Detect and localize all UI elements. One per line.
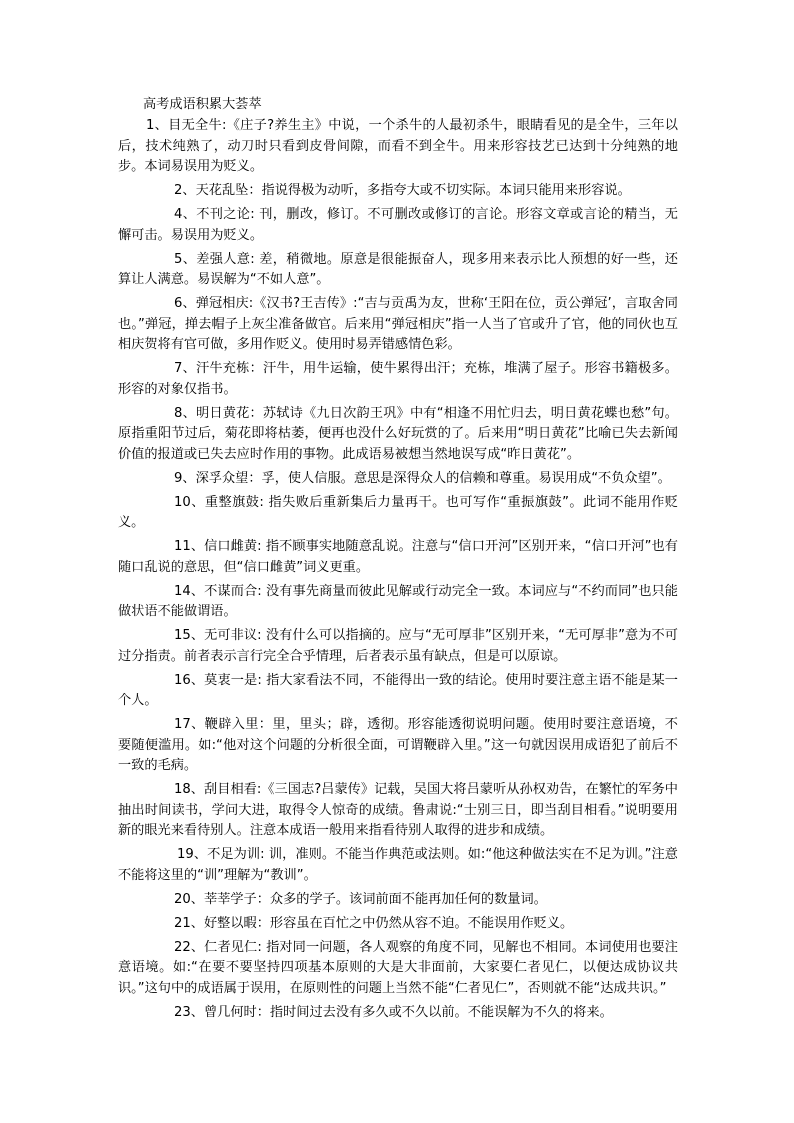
- document-body: [118, 95, 678, 1027]
- idiom-entry-18: 18、刮目相看:《三国志?吕蒙传》记载，吴国大将吕蒙听从孙权劝告，在繁忙的军务中抽出时间读书，学问大进，取得令人惊奇的成绩。鲁肃说:“士别三日，即当刮目相看。”说明要用新的眼光来看待别人。注意本成语一般用来指看待别人取得的进步和成绩。: [118, 782, 678, 838]
- idiom-entry-14: 14、不谋而合: 没有事先商量而彼此见解或行动完全一致。本词应与“不约而同”也只能做状语不能做谓语。: [118, 583, 678, 619]
- idiom-entry-17: 17、鞭辟入里：里，里头；辟，透彻。形容能透彻说明问题。使用时要注意语境，不要随便滥用。如:“他对这个问题的分析很全面，可谓鞭辟入里。”这一句就因误用成语犯了前后不一致的毛病。: [118, 717, 678, 773]
- idiom-entry-21: 21、好整以暇：形容虽在百忙之中仍然从容不迫。不能误用作贬义。: [174, 915, 574, 931]
- idiom-entry-23: 23、曾几何时：指时间过去没有多久或不久以前。不能误解为不久的将来。: [174, 1004, 613, 1020]
- idiom-entry-2: 2、天花乱坠：指说得极为动听，多指夸大或不切实际。本词只能用来形容说。: [174, 183, 631, 198]
- idiom-entry-6: 6、弹冠相庆:《汉书?王吉传》:“吉与贡禹为友，世称‘王阳在位，贡公弹冠’，言取舍同也。”弹冠，掸去帽子上灰尘准备做官。后来用“弹冠相庆”指一人当了官或升了官，他的同伙也互相庆贺将有官可做，多用作贬义。使用时易弄错感情色彩。: [118, 296, 678, 352]
- idiom-entry-16: 16、莫衷一是: 指大家看法不同，不能得出一致的结论。使用时要注意主语不能是某一个人。: [118, 672, 678, 708]
- idiom-entry-9: 9、深孚众望：孚，使人信服。意思是深得众人的信赖和尊重。易误用成“不负众望”。: [174, 470, 671, 486]
- idiom-entry-10: 10、重整旗鼓: 指失败后重新集后力量再干。也可写作“重振旗鼓”。此词不能用作贬义。: [118, 494, 678, 530]
- idiom-entry-20: 20、莘莘学子：众多的学子。该词前面不能再加任何的数量词。: [174, 891, 547, 907]
- idiom-entry-22: 22、仁者见仁: 指对同一问题，各人观察的角度不同，见解也不相同。本词使用也要注意语境。如:“在要不要坚持四项基本原则的大是大非面前，大家要仁者见仁，以便达成协议共识。”这句中的成语属于误用，在原则性的问题上当然不能“仁者见仁”，否则就不能“达成共识。”: [118, 939, 678, 996]
- idiom-entry-8: 8、明日黄花：苏轼诗《九日次韵王巩》中有“相逢不用忙归去，明日黄花蝶也愁”句。原指重阳节过后，菊花即将枯萎，便再也没什么好玩赏的了。后来用“明日黄花”比喻已失去新闻价值的报道或已失去应时作用的事物。此成语易被想当然地误写成“昨日黄花”。: [118, 405, 678, 462]
- document-title: 高考成语积累大荟萃: [143, 97, 262, 112]
- idiom-entry-7: 7、汗牛充栋：汗牛，用牛运输，使牛累得出汗；充栋，堆满了屋子。形容书籍极多。形容的对象仅指书。: [118, 361, 678, 397]
- idiom-entry-4: 4、不刊之论: 刊，删改，修订。不可删改或修订的言论。形容文章或言论的精当，无懈可击。易误用为贬义。: [118, 207, 678, 243]
- idiom-entry-5: 5、差强人意: 差，稍微地。原意是很能振奋人，现多用来表示比人预想的好一些，还算让人满意。易误解为“不如人意”。: [118, 251, 678, 287]
- idiom-entry-19: 19、不足为训: 训，准则。不能当作典范或法则。如:“他这种做法实在不足为训。”注意不能将这里的“训”理解为“教训”。: [118, 847, 678, 883]
- idiom-entry-11: 11、信口雌黄: 指不顾事实地随意乱说。注意与“信口开河”区别开来，“信口开河”也有随口乱说的意思，但“信口雌黄”词义更重。: [118, 539, 678, 575]
- idiom-entry-1: 1、目无全牛:《庄子?养生主》中说，一个杀牛的人最初杀牛，眼睛看见的是全牛，三年以后，技术纯熟了，动刀时只看到皮骨间隙，而看不到全牛。用来形容技艺已达到十分纯熟的地步。本词易误用为贬义。: [118, 118, 678, 174]
- idiom-entry-15: 15、无可非议: 没有什么可以指摘的。应与“无可厚非”区别开来，“无可厚非”意为不可过分指责。前者表示言行完全合乎情理，后者表示虽有缺点，但是可以原谅。: [118, 628, 678, 664]
